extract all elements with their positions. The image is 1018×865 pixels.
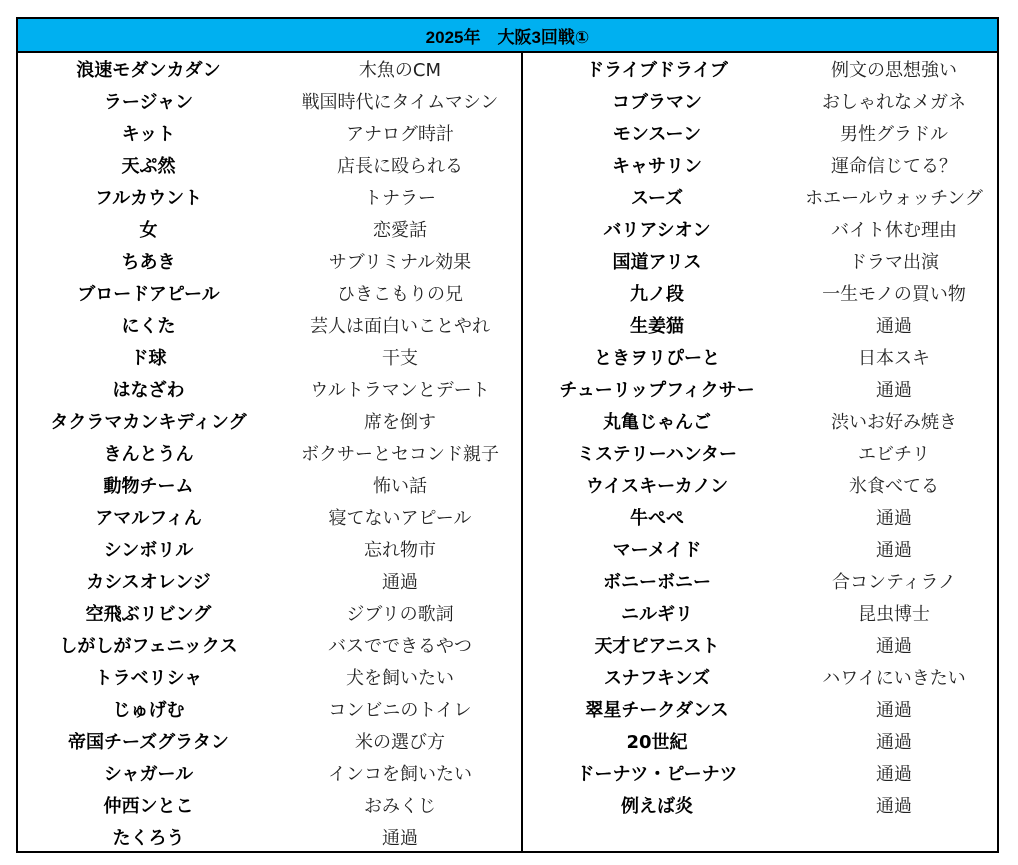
topic-text: 通過	[876, 540, 912, 561]
topic-text: ホエールウォッチング	[805, 188, 983, 209]
table-row	[523, 693, 997, 725]
combo-name: 浪速モダンカダン	[76, 60, 221, 81]
topic-text: バイト休む理由	[831, 220, 957, 241]
table-row	[523, 85, 997, 117]
topic-text: インコを飼いたい	[327, 764, 472, 785]
topic-text: 木魚のCM	[358, 60, 442, 81]
topic-text: 通過	[876, 316, 912, 337]
topic-text: 例文の思想強い	[831, 60, 957, 81]
table-row	[18, 245, 521, 277]
topic-text: 芸人は面白いことやれ	[309, 316, 490, 337]
table-row	[523, 725, 997, 757]
topic-text: おしゃれなメガネ	[822, 92, 966, 113]
topic-text: 昆虫博士	[858, 604, 930, 625]
table-row	[18, 565, 521, 597]
topic-text: トナラー	[363, 188, 436, 209]
combo-name: じゅげむ	[112, 700, 185, 721]
table-row	[18, 373, 521, 405]
topic-text: 通過	[876, 764, 912, 785]
table-row	[523, 469, 997, 501]
topic-text: 渋いお好み焼き	[831, 412, 957, 433]
topic-text: 通過	[381, 572, 418, 593]
combo-name: 空飛ぶリビング	[85, 604, 212, 625]
combo-name: トラベリシャ	[94, 668, 203, 689]
table-row	[523, 565, 997, 597]
combo-name: 帝国チーズグラタン	[68, 732, 229, 753]
topic-text: コンビニのトイレ	[328, 700, 472, 721]
table-row	[523, 661, 997, 693]
combo-name: 丸亀じゃんご	[603, 412, 711, 433]
table-row	[18, 53, 521, 85]
combo-name: ド球	[130, 348, 167, 369]
table-row	[523, 149, 997, 181]
combo-name: タクラマカンキディング	[50, 412, 247, 433]
table-title: 2025年 大阪3回戦①	[18, 19, 997, 53]
table-row	[18, 181, 521, 213]
combo-name: シャガール	[103, 764, 194, 785]
table-row	[523, 117, 997, 149]
combo-name: ドライブドライブ	[586, 60, 728, 81]
topic-text: 通過	[876, 636, 912, 657]
combo-name: アマルフィん	[95, 508, 202, 529]
combo-name: ブロードアピール	[77, 284, 220, 305]
combo-name: にくた	[121, 316, 176, 337]
topic-text: 怖い話	[372, 476, 427, 497]
combo-name: キット	[121, 124, 176, 145]
combo-name: 生姜猫	[630, 316, 684, 337]
table-row	[523, 245, 997, 277]
topic-text: 犬を飼いたい	[345, 668, 454, 689]
combo-name: ドーナツ・ピーナツ	[576, 764, 738, 785]
topic-text: 男性グラドル	[840, 124, 948, 145]
combo-name: たくろう	[112, 828, 185, 849]
combo-name: 女	[139, 220, 158, 241]
topic-text: エビチリ	[858, 444, 930, 465]
table-row	[18, 533, 521, 565]
combo-name: スーズ	[630, 188, 684, 209]
table-row	[18, 213, 521, 245]
table-row	[18, 757, 521, 789]
combo-name: ウイスキーカノン	[585, 476, 729, 497]
table-row	[18, 629, 521, 661]
topic-text: 氷食べてる	[849, 476, 939, 497]
topic-text: 通過	[876, 380, 912, 401]
topic-text: 店長に殴られる	[336, 156, 463, 177]
table-row	[18, 821, 521, 853]
table-row	[18, 85, 521, 117]
combo-name: きんとうん	[103, 444, 194, 465]
left-column	[18, 53, 523, 851]
combo-name: ちあき	[121, 252, 176, 273]
topic-text: ハワイにいきたい	[822, 668, 966, 689]
table-row	[18, 789, 521, 821]
topic-text: 通過	[876, 732, 912, 753]
topic-text: 通過	[876, 700, 912, 721]
table-row	[523, 309, 997, 341]
table-row	[18, 277, 521, 309]
combo-name: ニルギリ	[621, 604, 693, 625]
combo-name: しがしがフェニックス	[59, 636, 238, 657]
topic-text: ひきこもりの兄	[336, 284, 463, 305]
table-row	[18, 693, 521, 725]
topic-text: アナログ時計	[345, 124, 454, 145]
combo-name: コブラマン	[612, 92, 702, 113]
combo-name: ミステリーハンター	[576, 444, 738, 465]
results-table	[16, 17, 999, 853]
table-row	[18, 341, 521, 373]
topic-text: 通過	[876, 796, 912, 817]
combo-name: マーメイド	[612, 540, 702, 561]
combo-name: 牛ぺぺ	[630, 508, 684, 529]
topic-text: 干支	[381, 348, 418, 369]
topic-text: 日本スキ	[858, 348, 930, 369]
combo-name: 20世紀	[626, 732, 688, 753]
combo-name: はなざわ	[112, 380, 185, 401]
topic-text: 合コンティラノ	[831, 572, 957, 593]
table-row	[523, 757, 997, 789]
topic-text: 一生モノの買い物	[822, 284, 966, 305]
table-row	[523, 53, 997, 85]
table-row	[523, 181, 997, 213]
combo-name: ボニーボニー	[603, 572, 711, 593]
table-row	[523, 277, 997, 309]
table-row	[18, 469, 521, 501]
table-row	[18, 309, 521, 341]
table-row	[523, 373, 997, 405]
combo-name: 仲西ンとこ	[103, 796, 194, 817]
table-row	[18, 501, 521, 533]
combo-name: フルカウント	[94, 188, 203, 209]
combo-name: カシスオレンジ	[86, 572, 211, 593]
combo-name: 国道アリス	[612, 252, 702, 273]
topic-text: おみくじ	[363, 796, 436, 817]
table-row	[18, 725, 521, 757]
table-row	[18, 437, 521, 469]
topic-text: ウルトラマンとデート	[310, 380, 490, 401]
table-row	[18, 405, 521, 437]
topic-text: ジブリの歌詞	[346, 604, 454, 625]
combo-name: 翠星チークダンス	[585, 700, 729, 721]
topic-text: 席を倒す	[363, 412, 436, 433]
combo-name: ラージャン	[103, 92, 194, 113]
combo-name: バリアシオン	[603, 220, 711, 241]
table-row	[523, 629, 997, 661]
combo-name: 天才ピアニスト	[594, 636, 720, 657]
table-row	[523, 789, 997, 821]
topic-text: ドラマ出演	[849, 252, 939, 273]
topic-text: 通過	[876, 508, 912, 529]
topic-text: サブリミナル効果	[328, 252, 472, 273]
table-row	[523, 501, 997, 533]
combo-name: 例えば炎	[621, 796, 693, 817]
topic-text: 恋愛話	[372, 220, 427, 241]
table-row	[18, 149, 521, 181]
combo-name: ときヲリぴーと	[594, 348, 720, 369]
combo-name: 天ぷ然	[121, 156, 176, 177]
table-row	[18, 597, 521, 629]
table-row	[18, 117, 521, 149]
combo-name: シンボリル	[103, 540, 194, 561]
table-row	[523, 533, 997, 565]
combo-name: モンスーン	[612, 124, 702, 145]
table-row	[523, 437, 997, 469]
combo-name: キャサリン	[612, 156, 702, 177]
combo-name: 九ノ段	[630, 284, 684, 305]
table-row	[523, 405, 997, 437]
topic-text: 寝てないアピール	[328, 508, 472, 529]
topic-text: 戦国時代にタイムマシン	[301, 92, 499, 113]
topic-text: 米の選び方	[354, 732, 445, 753]
topic-text: ボクサーとセコンド親子	[300, 444, 499, 465]
topic-text: 通過	[381, 828, 418, 849]
table-row	[18, 661, 521, 693]
topic-text: バスでできるやつ	[327, 636, 472, 657]
combo-name: スナフキンズ	[603, 668, 711, 689]
topic-text: 運命信じてる？	[831, 156, 957, 177]
combo-name: チューリップフィクサー	[559, 380, 755, 401]
table-row	[523, 341, 997, 373]
table-row	[523, 597, 997, 629]
combo-name: 動物チーム	[103, 476, 194, 497]
topic-text: 忘れ物市	[363, 540, 436, 561]
table-row	[523, 213, 997, 245]
